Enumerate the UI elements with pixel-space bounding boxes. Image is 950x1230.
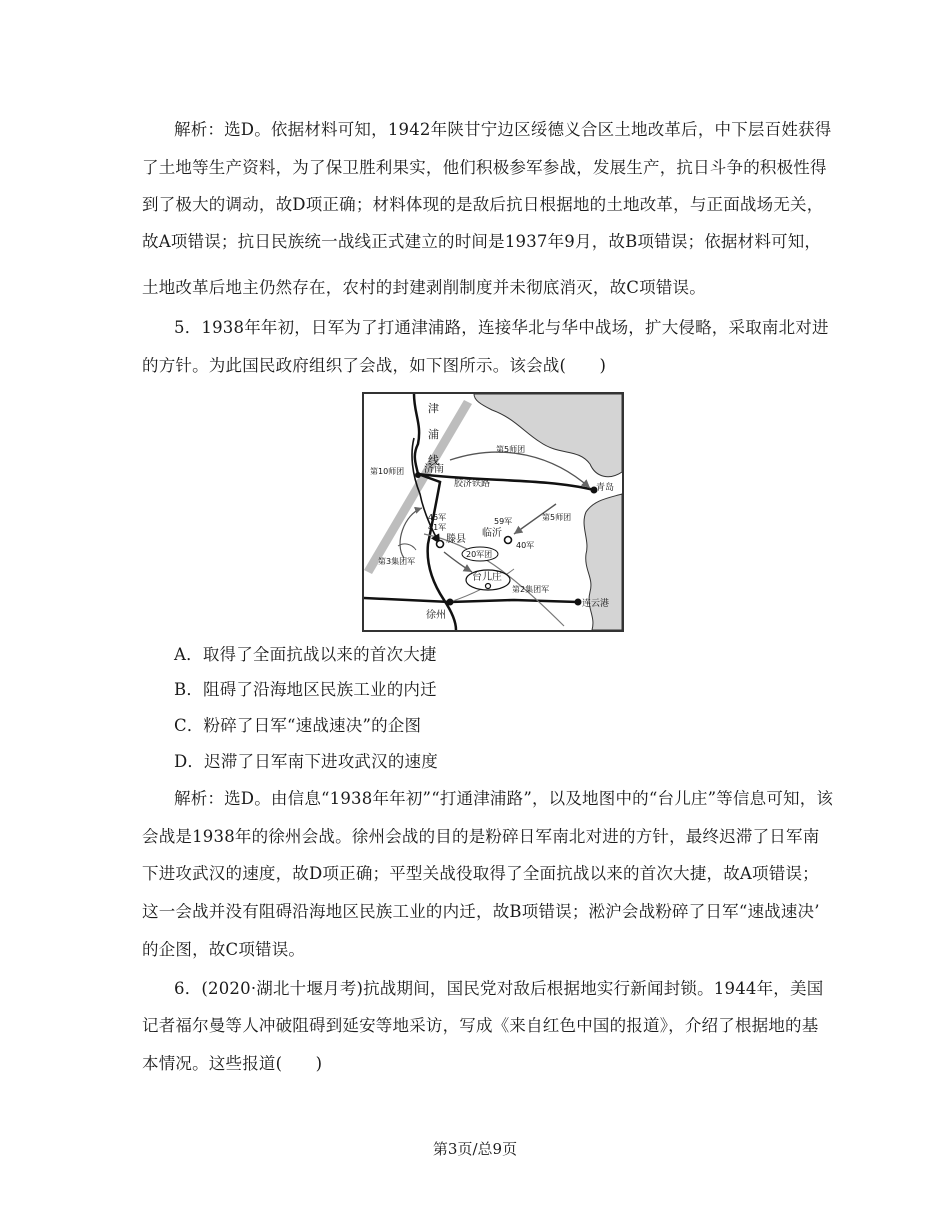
label-jinan: 济南	[424, 464, 444, 475]
option-c: C．粉碎了日军“速战速决”的企图	[174, 716, 422, 735]
label-army45: 45军	[428, 513, 447, 522]
label-xuzhou: 徐州	[426, 610, 446, 621]
analysis2-line-5: 的企图，故C项错误。	[142, 940, 306, 959]
label-xian: 线	[428, 454, 439, 467]
question5-line-1: 5．1938年年初，日军为了打通津浦路，连接华北与华中战场，扩大侵略，采取南北对进	[174, 318, 829, 337]
question6-line-3: 本情况。这些报道( )	[142, 1054, 323, 1073]
label-div5-top: 第5师团	[496, 445, 526, 454]
analysis1-line-1: 解析：选D。依据材料可知，1942年陕甘宁边区绥德义合区土地改革后，中下层百姓获得	[174, 120, 832, 139]
option-b: B．阻碍了沿海地区民族工业的内迁	[174, 680, 437, 699]
longhai-railway	[364, 598, 578, 602]
label-taierzhuang: 台儿庄	[472, 572, 502, 583]
label-group2: 第2集团军	[512, 585, 550, 594]
label-tengxian: 滕县	[446, 534, 466, 545]
label-div10: 第10师团	[370, 467, 405, 476]
page-footer: 第3页/总9页	[432, 1140, 518, 1158]
question5-line-2: 的方针。为此国民政府组织了会战，如下图所示。该会战( )	[142, 356, 607, 375]
label-pu: 浦	[428, 428, 439, 441]
analysis2-line-2: 会战是1938年的徐州会战。徐州会战的目的是粉碎日军南北对进的方针，最终迟滞了日军南	[142, 827, 820, 846]
analysis2-line-3: 下进攻武汉的速度，故D项正确；平型关战役取得了全面抗战以来的首次大捷，故A项错误；	[142, 864, 819, 883]
sea-north	[474, 394, 622, 477]
linyi-marker	[505, 537, 512, 544]
taierzhuang-marker	[486, 584, 491, 589]
label-div5-right: 第5师团	[542, 513, 572, 522]
xuzhou-marker	[447, 599, 454, 606]
lianyungang-marker	[575, 599, 582, 606]
jinan-marker	[415, 472, 421, 478]
label-lianyungang: 连云港	[582, 599, 610, 609]
analysis2-line-1: 解析：选D。由信息“1938年年初”“打通津浦路”，以及地图中的“台儿庄”等信息可知，该	[174, 789, 834, 808]
tengxian-marker	[437, 541, 444, 548]
option-a: A．取得了全面抗战以来的首次大捷	[174, 645, 437, 664]
label-army40: 40军	[516, 541, 535, 550]
analysis1-line-5: 土地改革后地主仍然存在，农村的封建剥削制度并未彻底消灭，故C项错误。	[142, 278, 706, 297]
xuzhou-battle-map	[362, 392, 624, 632]
label-jin: 津	[428, 402, 439, 415]
label-qingdao: 青岛	[596, 483, 615, 493]
label-group3: 第3集团军	[378, 557, 416, 566]
label-army41: 41军	[428, 523, 447, 532]
question6-line-2: 记者福尔曼等人冲破阻碍到延安等地采访，写成《来自红色中国的报道》，介绍了根据地的基	[142, 1016, 819, 1035]
analysis2-line-4: 这一会战并没有阻碍沿海地区民族工业的内迁，故B项错误；淞沪会战粉碎了日军“速战速决’	[142, 902, 820, 921]
analysis1-line-3: 到了极大的调动，故D项正确；材料体现的是敌后抗日根据地的土地改革，与正面战场无关，	[142, 195, 824, 214]
jiaoji-railway	[418, 474, 594, 490]
label-jiaoji: 胶济铁路	[454, 479, 491, 489]
analysis1-line-4: 故A项错误；抗日民族统一战线正式建立的时间是1937年9月，故B项错误；依据材料可知，	[142, 232, 822, 251]
option-d: D．迟滞了日军南下进攻武汉的速度	[174, 752, 438, 771]
label-army59: 59军	[494, 517, 513, 526]
sea-east	[584, 494, 622, 630]
label-linyi: 临沂	[482, 528, 502, 539]
analysis1-line-2: 了土地等生产资料，为了保卫胜利果实，他们积极参军参战，发展生产，抗日斗争的积极性得	[142, 158, 827, 177]
question6-line-1: 6．(2020·湖北十堰月考)抗战期间，国民党对敌后根据地实行新闻封锁。1944年，美国	[174, 979, 824, 998]
label-army20: 20军团	[466, 550, 493, 559]
